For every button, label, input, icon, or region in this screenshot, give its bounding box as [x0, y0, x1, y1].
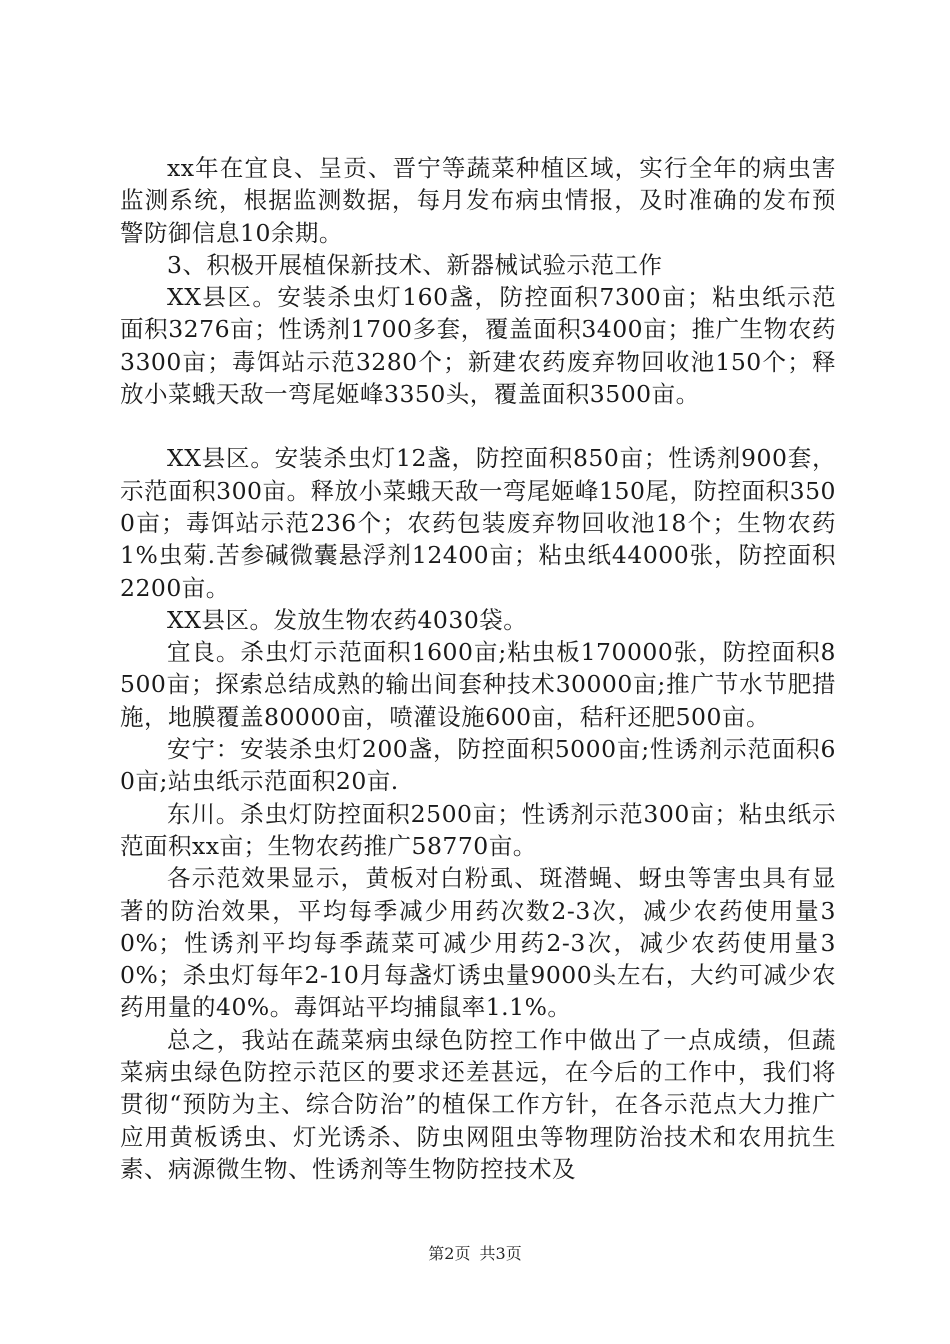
- page-number: 第2页: [428, 1244, 471, 1263]
- page-total: 共3页: [479, 1244, 522, 1263]
- paragraph-summary: 总之，我站在蔬菜病虫绿色防控工作中做出了一点成绩，但蔬菜病虫绿色防控示范区的要求还差甚远，在今后的工作中，我们将贯彻“预防为主、综合防治”的植保工作方针，在各示范点大力推广应用黄板诱虫、灯光诱杀、防虫网阻虫等物理防治技术和农用抗生素、病源微生物、性诱剂等生物防控技术及: [120, 1025, 836, 1183]
- section-heading-new-tech: 3、积极开展植保新技术、新器械试验示范工作: [167, 250, 663, 279]
- page-footer: [0, 1243, 950, 1265]
- document-body: [120, 152, 836, 1185]
- paragraph-dongchuan: 东川。杀虫灯防控面积2500亩；性诱剂示范300亩；粘虫纸示范面积xx亩；生物农药推广58770亩。: [120, 799, 836, 860]
- paragraph-county-c: XX县区。发放生物农药4030袋。: [167, 605, 528, 634]
- paragraph-county-a: XX县区。安装杀虫灯160盏，防控面积7300亩；粘虫纸示范面积3276亩；性诱剂1700多套，覆盖面积3400亩；推广生物农药3300亩；毒饵站示范3280个；新建农药废弃物回收池150个；释放小菜蛾天敌一弯尾姬峰3350头，覆盖面积3500亩。: [120, 283, 836, 409]
- paragraph-anning: 安宁：安装杀虫灯200盏，防控面积5000亩;性诱剂示范面积60亩;站虫纸示范面积20亩.: [120, 735, 836, 796]
- paragraph-results: 各示范效果显示，黄板对白粉虱、斑潜蝇、蚜虫等害虫具有显著的防治效果，平均每季减少用药次数2-3次，减少农药使用量30%；性诱剂平均每季蔬菜可减少用药2-3次，减少农药使用量30%；杀虫灯每年2-10月每盏灯诱虫量9000头左右，大约可减少农药用量的40%。毒饵站平均捕鼠率1.1%。: [120, 864, 836, 1022]
- paragraph-yiliang: 宜良。杀虫灯示范面积1600亩;粘虫板170000张，防控面积8500亩；探索总结成熟的输出间套种技术30000亩;推广节水节肥措施，地膜覆盖80000亩，喷灌设施600亩，秸秆还肥500亩。: [120, 638, 836, 731]
- paragraph-county-b: XX县区。安装杀虫灯12盏，防控面积850亩；性诱剂900套，示范面积300亩。释放小菜蛾天敌一弯尾姬峰150尾，防控面积3500亩；毒饵站示范236个；农药包装废弃物回收池18个；生物农药1%虫菊.苦参碱微囊悬浮剂12400亩；粘虫纸44000张，防控面积2200亩。: [120, 444, 836, 602]
- paragraph-monitoring: xx年在宜良、呈贡、晋宁等蔬菜种植区域，实行全年的病虫害监测系统，根据监测数据，每月发布病虫情报，及时准确的发布预警防御信息10余期。: [120, 154, 836, 247]
